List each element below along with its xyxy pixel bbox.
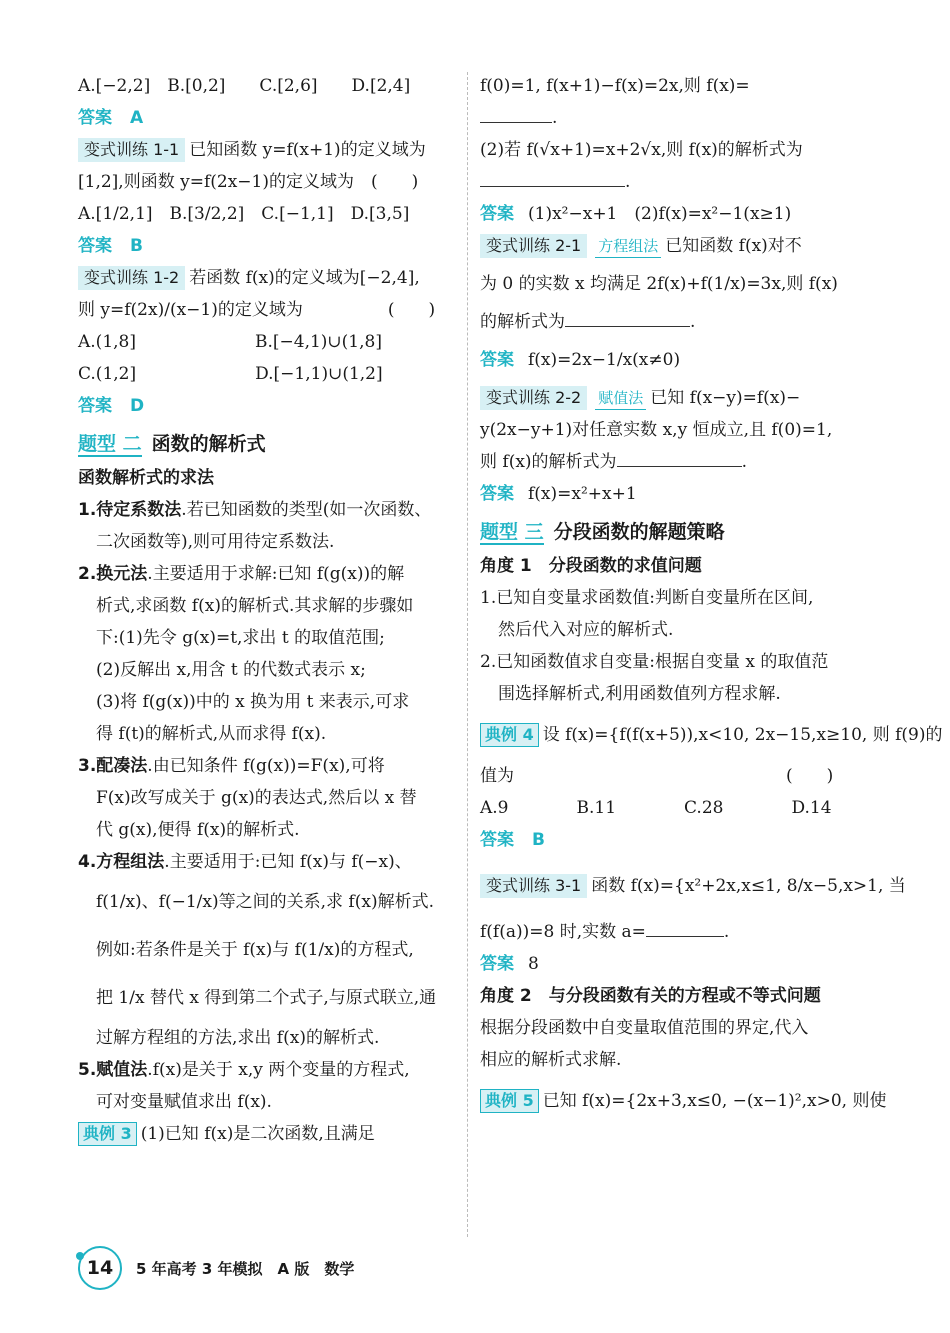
angle-2: 角度 2 与分段函数有关的方程或不等式问题 <box>480 986 821 1006</box>
method-4 <box>78 846 456 878</box>
fill-blank[interactable] <box>480 168 625 187</box>
method-name: 2.换元法 <box>78 564 148 584</box>
exercise-2-1-cont: 为 0 的实数 x 均满足 2f(x)+f(1/x)=3x,则 f(x) <box>480 274 838 294</box>
exercise-text: 已知函数 f(x)对不 <box>665 236 802 256</box>
dot-icon <box>76 1252 84 1260</box>
method-name: 3.配凑法 <box>78 756 148 776</box>
method-2-cont-e: 得 f(t)的解析式,从而求得 f(x). <box>96 724 327 744</box>
method-text: .f(x)是关于 x,y 两个变量的方程式, <box>147 1060 410 1080</box>
method-3-cont-a: F(x)改写成关于 g(x)的表达式,然后以 x 替 <box>96 788 417 808</box>
exercise-2-1-blank <box>480 306 855 338</box>
answer-label: 答案 <box>78 396 112 416</box>
prompt-text: 的解析式为 <box>480 312 565 332</box>
answer-label: 答案 <box>480 830 514 850</box>
method-4-cont-d: 过解方程组的方法,求出 f(x)的解析式. <box>96 1028 380 1048</box>
method-tag: 赋值法 <box>595 387 646 410</box>
method-3-cont-b: 代 g(x),便得 f(x)的解析式. <box>96 820 300 840</box>
method-text: .由已知条件 f(g(x))=F(x),可将 <box>147 756 385 776</box>
answer-value: (1)x²−x+1 (2)f(x)=x²−1(x≥1) <box>528 204 792 224</box>
example-tag: 典例 4 <box>480 723 539 747</box>
method-4-cont-c: 把 1/x 替代 x 得到第二个式子,与原式联立,通 <box>96 988 437 1008</box>
options-1-1: A.[1/2,1] B.[3/2,2] C.[−1,1] D.[3,5] <box>78 204 410 224</box>
answer-value: D <box>130 396 145 416</box>
strategy-2-cont: 围选择解析式,利用函数值列方程求解. <box>498 684 781 704</box>
exercise-2-2 <box>480 382 855 414</box>
answer-value: f(x)=x²+x+1 <box>528 484 637 504</box>
method-2-cont-c: (2)反解出 x,用含 t 的代数式表示 x; <box>96 660 366 680</box>
exercise-tag: 变式训练 1-2 <box>78 266 185 290</box>
example-tag: 典例 5 <box>480 1089 539 1113</box>
method-tag: 方程组法 <box>595 235 661 258</box>
book-title: 5 年高考 3 年模拟 A 版 数学 <box>136 1259 355 1278</box>
page-number: 14 <box>86 1257 114 1279</box>
page-number-badge <box>78 1246 122 1290</box>
period: . <box>690 312 696 332</box>
strategy-1: 1.已知自变量求函数值:判断自变量所在区间, <box>480 588 814 608</box>
answer-label: 答案 <box>480 204 514 224</box>
method-2 <box>78 558 456 590</box>
section-heading: 函数的解析式 <box>151 433 266 455</box>
example-4 <box>480 710 943 760</box>
answer-label: 答案 <box>78 236 112 256</box>
method-2-cont-b: 下:(1)先令 g(x)=t,求出 t 的取值范围; <box>96 628 385 648</box>
fill-blank[interactable] <box>480 104 552 123</box>
exercise-text: 函数 f(x)={x²+2x,x≤1, 8/x−5,x>1, 当 <box>591 876 906 896</box>
left-column <box>78 70 456 1150</box>
exercise-tag: 变式训练 2-2 <box>480 386 587 410</box>
section-tag: 题型 二 <box>78 433 142 455</box>
example-3-blank-1 <box>480 102 855 134</box>
example-4-cont: 值为 ( ) <box>480 766 834 786</box>
example-tag: 典例 3 <box>78 1122 137 1146</box>
fill-blank[interactable] <box>646 918 724 937</box>
answer-1-2 <box>78 390 456 422</box>
example-4-options: A.9 B.11 C.28 D.14 <box>480 798 832 818</box>
example-text: 已知 f(x)={2x+3,x≤0, −(x−1)²,x>0, 则使 <box>542 1091 887 1111</box>
section-title-3 <box>480 514 855 550</box>
example-text: 设 f(x)={f(f(x+5)),x<10, 2x−15,x≥10, 则 f(9)的 <box>542 725 943 745</box>
method-3 <box>78 750 456 782</box>
period: . <box>552 108 558 128</box>
exercise-1-2-cont: 则 y=f(2x)/(x−1)的定义域为 ( ) <box>78 300 436 320</box>
options-1-2-b: C.(1,2] D.[−1,1)∪(1,2] <box>78 364 383 384</box>
section-heading: 分段函数的解题策略 <box>553 521 725 543</box>
angle-2-text: 根据分段函数中自变量取值范围的界定,代入 <box>480 1018 809 1038</box>
method-1-cont: 二次函数等),则可用待定系数法. <box>96 532 335 552</box>
method-2-cont-a: 析式,求函数 f(x)的解析式.其求解的步骤如 <box>96 596 414 616</box>
answer-label: 答案 <box>480 350 514 370</box>
options-1: A.[−2,2] B.[0,2] C.[2,6] D.[2,4] <box>78 76 411 96</box>
example-3 <box>78 1118 456 1150</box>
section-tag: 题型 三 <box>480 521 544 543</box>
answer-3-1 <box>480 948 855 980</box>
answer-3 <box>480 198 855 230</box>
right-column <box>480 70 943 1126</box>
exercise-text: 若函数 f(x)的定义域为[−2,4], <box>189 268 420 288</box>
period: . <box>741 452 747 472</box>
answer-value: A <box>130 108 144 128</box>
method-text: .主要适用于求解:已知 f(g(x))的解 <box>147 564 405 584</box>
method-name: 4.方程组法 <box>78 852 165 872</box>
options-1-2-a: A.(1,8] B.[−4,1)∪(1,8] <box>78 332 382 352</box>
period: . <box>625 172 631 192</box>
exercise-3-1-blank <box>480 916 855 948</box>
method-5 <box>78 1054 456 1086</box>
example-3-cont: f(0)=1, f(x+1)−f(x)=2x,则 f(x)= <box>480 76 750 96</box>
strategy-1-cont: 然后代入对应的解析式. <box>498 620 674 640</box>
example-3-blank-2 <box>480 166 855 198</box>
exercise-1-2 <box>78 262 456 294</box>
answer-4 <box>480 824 855 856</box>
answer-value: B <box>532 830 545 850</box>
method-4-cont-a: f(1/x)、f(−1/x)等之间的关系,求 f(x)解析式. <box>96 892 434 912</box>
strategy-2: 2.已知函数值求自变量:根据自变量 x 的取值范 <box>480 652 829 672</box>
exercise-text: 已知函数 y=f(x+1)的定义域为 <box>189 140 426 160</box>
prompt-text: 则 f(x)的解析式为 <box>480 452 617 472</box>
answer-value: B <box>130 236 143 256</box>
method-text: .若已知函数的类型(如一次函数、 <box>181 500 432 520</box>
method-5-cont: 可对变量赋值求出 f(x). <box>96 1092 272 1112</box>
answer-label: 答案 <box>480 954 514 974</box>
section-title-2 <box>78 426 456 462</box>
subheading-methods: 函数解析式的求法 <box>78 468 214 488</box>
answer-1 <box>78 102 456 134</box>
method-name: 1.待定系数法 <box>78 500 182 520</box>
exercise-2-2-blank <box>480 446 855 478</box>
exercise-2-1 <box>480 230 855 262</box>
example-3-part2: (2)若 f(√x+1)=x+2√x,则 f(x)的解析式为 <box>480 140 803 160</box>
exercise-tag: 变式训练 1-1 <box>78 138 185 162</box>
answer-label: 答案 <box>480 484 514 504</box>
exercise-3-1 <box>480 856 906 916</box>
answer-value: 8 <box>528 954 539 974</box>
exercise-text: 已知 f(x−y)=f(x)− <box>650 388 801 408</box>
exercise-1-1 <box>78 134 456 166</box>
answer-value: f(x)=2x−1/x(x≠0) <box>528 350 681 370</box>
fill-blank[interactable] <box>565 308 690 327</box>
method-2-cont-d: (3)将 f(g(x))中的 x 换为用 t 来表示,可求 <box>96 692 410 712</box>
angle-1: 角度 1 分段函数的求值问题 <box>480 556 702 576</box>
exercise-tag: 变式训练 2-1 <box>480 234 587 258</box>
example-5 <box>480 1076 887 1126</box>
method-text: .主要适用于:已知 f(x)与 f(−x)、 <box>164 852 412 872</box>
exercise-2-2-cont: y(2x−y+1)对任意实数 x,y 恒成立,且 f(0)=1, <box>480 420 833 440</box>
exercise-tag: 变式训练 3-1 <box>480 874 587 898</box>
period: . <box>723 922 730 942</box>
angle-2-text-cont: 相应的解析式求解. <box>480 1050 622 1070</box>
method-4-cont-b: 例如:若条件是关于 f(x)与 f(1/x)的方程式, <box>96 940 414 960</box>
exercise-1-1-cont: [1,2],则函数 y=f(2x−1)的定义域为 ( ) <box>78 172 419 192</box>
fill-blank[interactable] <box>617 448 742 467</box>
answer-2-2 <box>480 478 855 510</box>
column-divider <box>467 72 468 1237</box>
answer-2-1 <box>480 338 855 382</box>
method-1 <box>78 494 456 526</box>
answer-1-1 <box>78 230 456 262</box>
answer-label: 答案 <box>78 108 112 128</box>
prompt-text: f(f(a))=8 时,实数 a= <box>480 922 646 942</box>
method-name: 5.赋值法 <box>78 1060 148 1080</box>
footer <box>78 1248 354 1288</box>
example-text: (1)已知 f(x)是二次函数,且满足 <box>140 1124 375 1144</box>
